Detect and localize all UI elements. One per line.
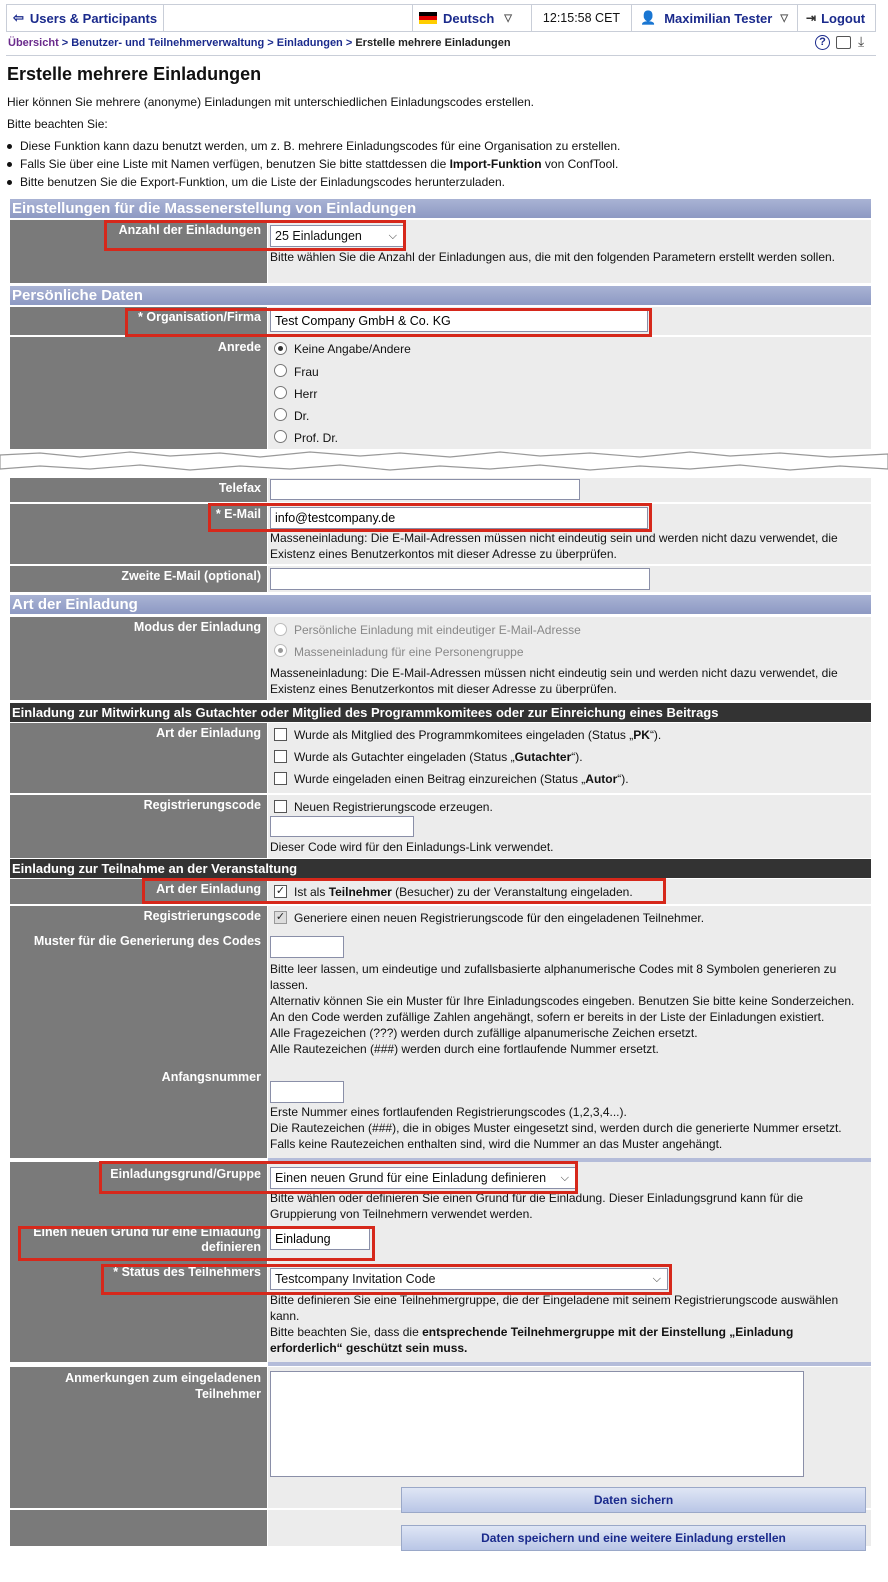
anrede-radio-dr[interactable]	[274, 408, 287, 421]
anrede-cell: Keine Angabe/Andere Frau Herr Dr. Prof. Dr.	[268, 337, 871, 449]
intro-text: Hier können Sie mehrere (anonyme) Einladungen mit unterschiedlichen Einladungscodes erstellen.	[7, 95, 534, 109]
anrede-radio-prof[interactable]	[274, 430, 287, 443]
clock: 12:15:58 CET	[532, 5, 632, 31]
save-and-new-button[interactable]: Daten speichern und eine weitere Einladung erstellen	[401, 1525, 866, 1551]
pattern-input[interactable]	[270, 936, 344, 958]
new-reason-label: Einen neuen Grund für eine Einladung definieren	[33, 1225, 261, 1254]
print-icon[interactable]	[836, 36, 851, 49]
highlight-box	[208, 503, 652, 532]
breadcrumb: Übersicht > Benutzer- und Teilnehmerverwaltung > Einladungen > Erstelle mehrere Einladungen	[8, 37, 511, 49]
fax-cell	[268, 478, 871, 502]
org-label: * Organisation/Firma	[10, 307, 267, 335]
users-participants-link[interactable]: ⇦ Users & Participants	[7, 5, 164, 31]
user-icon: 👤	[640, 10, 657, 25]
reviewer-type-label: Art der Einladung	[10, 723, 267, 793]
chevron-down-icon: ▽	[780, 12, 789, 24]
muster-label: Muster für die Generierung des Codes	[33, 934, 261, 948]
section-mass-settings: Einstellungen für die Massenerstellung von Einladungen	[10, 199, 871, 218]
participant-code-label: Registrierungscode Muster für die Generierung des Codes Anfangsnummer	[10, 906, 267, 1158]
status-help: Bitte definieren Sie eine Teilnehmergruppe, die der Eingeladene mit seinem Registrierungscode auswählen kann. Bitte beachten Sie, dass die entsprechende Teilnehmergruppe mit der Einstellung „Einladung erforderlich“ geschützt sein muss.	[270, 1293, 839, 1355]
new-code-checkbox[interactable]	[274, 800, 287, 813]
highlight-box	[104, 220, 406, 251]
fax-label: Telefax	[10, 478, 267, 502]
generate-code-checkbox[interactable]: ✓	[275, 911, 286, 923]
highlight-box	[125, 308, 652, 337]
language-select[interactable]: Deutsch ▽	[412, 5, 532, 31]
participant-checkbox[interactable]: ✓	[275, 885, 286, 897]
mode-cell: Persönliche Einladung mit eindeutiger E-Mail-Adresse Masseneinladung für eine Personengruppe Masseneinladung: Die E-Mail-Adressen müssen nicht eindeutig sein und werden nicht dazu verwendet, die Existenz eines Benutzerkontos mit dieser Adresse zu überprüfen.	[268, 617, 871, 700]
email2-input[interactable]	[270, 568, 650, 590]
bullet-1: Diese Funktion kann dazu benutzt werden, um z. B. mehrere Einladungscodes für eine Organisation zu erstellen.	[20, 139, 621, 153]
email-help: Masseneinladung: Die E-Mail-Adressen müssen nicht eindeutig sein und werden nicht dazu verwendet, die Existenz eines Benutzerkontos mit dieser Adresse zu überprüfen.	[270, 531, 838, 561]
section-participant-invitation: Einladung zur Teilnahme an der Veranstaltung	[10, 859, 871, 878]
reviewer-code-help: Dieser Code wird für den Einladungs-Link verwendet.	[270, 840, 554, 854]
reviewer-code-input[interactable]	[270, 816, 414, 837]
anrede-radio-herr[interactable]	[274, 386, 287, 399]
email-label: * E-Mail	[10, 504, 267, 564]
divider	[268, 1362, 871, 1366]
german-flag-icon	[419, 12, 437, 24]
count-select[interactable]: 25 Einladungen ⌵	[270, 225, 404, 247]
bullet-2: Falls Sie über eine Liste mit Namen verfügen, benutzen Sie bitte stattdessen die Import-Funktion von ConfTool.	[20, 157, 619, 171]
section-invitation-type: Art der Einladung	[10, 595, 871, 614]
logout-button[interactable]: ⇥ Logout	[806, 10, 866, 26]
section-personal-data: Persönliche Daten	[10, 286, 871, 305]
user-menu[interactable]: 👤 Maximilian Tester ▽	[632, 5, 798, 31]
reviewer-checkbox[interactable]	[274, 750, 287, 763]
reason-label: Einladungsgrund/Gruppe	[110, 1167, 261, 1181]
pattern-help: Bitte leer lassen, um eindeutige und zufallsbasierte alphanumerische Codes mit 8 Symbolen generieren zu lassen. Alternativ können Sie ein Muster für Ihre Einladungscodes eingeben. Benutzen Sie bitte keine Sonderzeichen. An den Code werden zufällige Zahlen angehängt, sofern er bereits in der Liste der Einladungen existiert. Alle Fragezeichen (???) werden durch zufällige alpanumerische Zeichen ersetzt. Alle Rautezeichen (###) werden durch eine fortlaufende Nummer ersetzt.	[270, 962, 855, 1056]
pk-checkbox[interactable]	[274, 728, 287, 741]
reviewer-code-label: Registrierungscode	[10, 795, 267, 858]
reviewer-code-cell: Neuen Registrierungscode erzeugen. Dieser Code wird für den Einladungs-Link verwendet.	[268, 795, 871, 858]
highlight-box	[99, 1161, 578, 1194]
highlight-box	[142, 878, 666, 904]
page-title: Erstelle mehrere Einladungen	[7, 64, 262, 84]
reason-help: Bitte wählen oder definieren Sie einen Grund für die Einladung. Dieser Einladungsgrund kann für die Gruppierung von Teilnehmern verwendet werden.	[270, 1191, 804, 1221]
anrede-radio-keine[interactable]	[274, 342, 287, 355]
mode-label: Modus der Einladung	[10, 617, 267, 700]
logout-icon: ⇥	[806, 11, 817, 25]
torn-edge-divider	[0, 445, 888, 477]
notes-textarea[interactable]	[270, 1371, 804, 1477]
status-select[interactable]: Testcompany Invitation Code ⌵	[270, 1268, 668, 1290]
author-checkbox[interactable]	[274, 772, 287, 785]
participant-type-label: Art der Einladung	[10, 879, 267, 904]
participant-type-cell: ✓ Ist als Teilnehmer (Besucher) zu der Veranstaltung eingeladen.	[268, 879, 871, 904]
start-number-help: Erste Nummer eines fortlaufenden Registrierungscodes (1,2,3,4...). Die Rautezeichen (###), die in obiges Muster eingesetzt sind, werden durch die generierte Nummer ersetzt. Falls keine Rautezeichen enthalten sind, wird die Nummer an das Muster angehängt.	[270, 1105, 842, 1151]
mode-radio-mass[interactable]	[274, 644, 287, 657]
count-label: Anzahl der Einladungen	[10, 220, 267, 283]
back-arrow-icon: ⇦	[13, 10, 24, 25]
highlight-box	[101, 1264, 672, 1295]
bullet-3: Bitte benutzen Sie die Export-Funktion, um die Liste der Einladungscodes herunterzuladen.	[20, 175, 505, 189]
section-reviewer-invitation: Einladung zur Mitwirkung als Gutachter oder Mitglied des Programmkomitees oder zur Einreichung eines Beitrags	[10, 703, 871, 722]
start-number-label: Anfangsnummer	[161, 1070, 261, 1084]
header-divider	[6, 55, 876, 56]
start-number-input[interactable]	[270, 1081, 344, 1103]
email2-label: Zweite E-Mail (optional)	[10, 566, 267, 592]
participant-code-cell: ✓ Generiere einen neuen Registrierungscode für den eingeladenen Teilnehmer. Bitte leer lassen, um eindeutige und zufallsbasierte alphanumerische Codes mit 8 Symbolen generieren zu lassen. Alternativ können Sie ein Muster für Ihre Einladungscodes eingeben. Benutzen Sie bitte keine Sonderzeichen. An den Code werden zufällige Zahlen angehängt, sofern er bereits in der Liste der Einladungen existiert. Alle Fragezeichen (???) werden durch zufällige alpanumerische Zeichen ersetzt. Alle Rautezeichen (###) werden durch eine fortlaufende Nummer ersetzt. Erste Nummer eines fortlaufenden Registrierungscodes (1,2,3,4...). Die Rautezeichen (###), die in obiges Muster eingesetzt sind, werden durch die generierte Nummer ersetzt. Falls keine Rautezeichen enthalten sind, wird die Nummer an das Muster angehängt.	[268, 906, 871, 1158]
download-icon[interactable]: ⤓	[858, 33, 865, 49]
note-text: Bitte beachten Sie:	[7, 117, 108, 131]
breadcrumb-user-admin[interactable]: Benutzer- und Teilnehmerverwaltung	[71, 37, 265, 49]
anrede-radio-frau[interactable]	[274, 364, 287, 377]
chevron-down-icon: ⌵	[560, 1172, 569, 1184]
email2-cell	[268, 566, 871, 592]
status-label: * Status des Teilnehmers	[113, 1265, 261, 1279]
fax-input[interactable]	[270, 479, 580, 500]
chevron-down-icon: ⌵	[652, 1273, 661, 1285]
mode-radio-personal[interactable]	[274, 623, 287, 636]
save-button[interactable]: Daten sichern	[401, 1487, 866, 1513]
count-help: Bitte wählen Sie die Anzahl der Einladungen aus, die mit den folgenden Parametern erstellt werden sollen.	[270, 250, 836, 264]
chevron-down-icon: ⌵	[388, 230, 397, 242]
notes-label: Anmerkungen zum eingeladenen Teilnehmer	[10, 1367, 267, 1508]
reviewer-type-cell: Wurde als Mitglied des Programmkomitees eingeladen (Status „PK“). Wurde als Gutachter eingeladen (Status „Gutachter“). Wurde eingeladen einen Beitrag einzureichen (Status „Autor“).	[268, 723, 871, 793]
top-bar	[6, 4, 876, 32]
breadcrumb-current: Erstelle mehrere Einladungen	[355, 37, 511, 49]
breadcrumb-invitations[interactable]: Einladungen	[276, 37, 343, 49]
mode-help: Masseneinladung: Die E-Mail-Adressen müssen nicht eindeutig sein und werden nicht dazu verwendet, die Existenz eines Benutzerkontos mit dieser Adresse zu überprüfen.	[270, 666, 838, 696]
breadcrumb-overview[interactable]: Übersicht	[8, 37, 59, 49]
help-icon[interactable]: ?	[815, 35, 830, 50]
chevron-down-icon: ▽	[504, 12, 512, 24]
anrede-label: Anrede	[10, 337, 267, 449]
reason-select[interactable]: Einen neuen Grund für eine Einladung definieren ⌵	[270, 1167, 576, 1189]
buttons-label	[10, 1510, 267, 1546]
highlight-box	[18, 1226, 375, 1261]
